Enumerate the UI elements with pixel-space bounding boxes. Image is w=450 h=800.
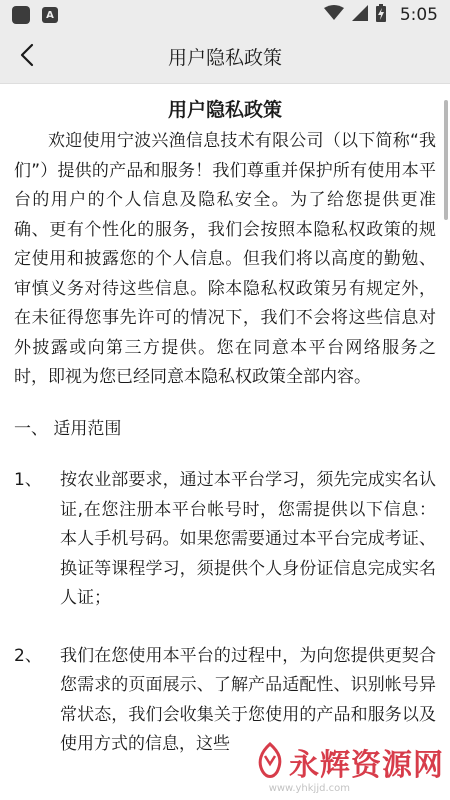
notification-a-icon: A xyxy=(42,7,58,23)
app-bar xyxy=(0,30,450,84)
status-time: 5:05 xyxy=(399,5,438,25)
back-button[interactable] xyxy=(10,40,44,74)
wifi-icon xyxy=(324,5,344,25)
document-title: 用户隐私政策 xyxy=(167,99,282,121)
watermark-logo-icon xyxy=(255,742,285,782)
list-item-text: 我们在您使用本平台的过程中，为向您提供更契合您需求的页面展示、了解产品适配性、识别帐号异常状态，我们会收集关于您使用的产品和服务以及使用方式的信息，这些 xyxy=(60,645,436,754)
list-item-number: 2、 xyxy=(14,645,42,666)
section-heading: 一、 适用范围 xyxy=(14,418,122,439)
status-right xyxy=(324,4,438,26)
watermark-text: 永辉资源网 xyxy=(289,748,444,783)
list-item xyxy=(14,466,436,614)
chevron-left-icon xyxy=(18,43,36,71)
scrollbar[interactable] xyxy=(444,100,448,220)
policy-content[interactable] xyxy=(0,85,450,800)
watermark-url: www.yhkjjd.com xyxy=(268,783,350,794)
signal-icon xyxy=(352,5,368,25)
battery-charging-icon xyxy=(376,4,386,26)
list-item-number: 1、 xyxy=(14,470,42,490)
page-title: 用户隐私政策 xyxy=(167,47,282,69)
watermark xyxy=(255,740,444,784)
list-item-text: 按农业部要求，通过本平台学习，须先完成实名认证,在您注册本平台帐号时，您需提供以下信息：本人手机号码。如果您需要通过本平台完成考证、换证等课程学习，须提供个人身份证信息完成实名人证； xyxy=(60,470,436,608)
status-left xyxy=(12,6,58,24)
notification-square-icon xyxy=(12,6,30,24)
intro-paragraph: 欢迎使用宁波兴渔信息技术有限公司（以下简称“我们”）提供的产品和服务！我们尊重并保护所有使用本平台的用户的个人信息及隐私安全。为了给您提供更准确、更有个性化的服务，我们会按照本隐私权政策的规定使用和披露您的个人信息。但我们将以高度的勤勉、审慎义务对待这些信息。除本隐私权政策另有规定外，在未征得您事先许可的情况下，我们不会将这些信息对外披露或向第三方提供。您在同意本平台网络服务之时，即视为您已经同意本隐私权政策全部内容。 xyxy=(14,131,436,387)
status-bar xyxy=(0,0,450,30)
